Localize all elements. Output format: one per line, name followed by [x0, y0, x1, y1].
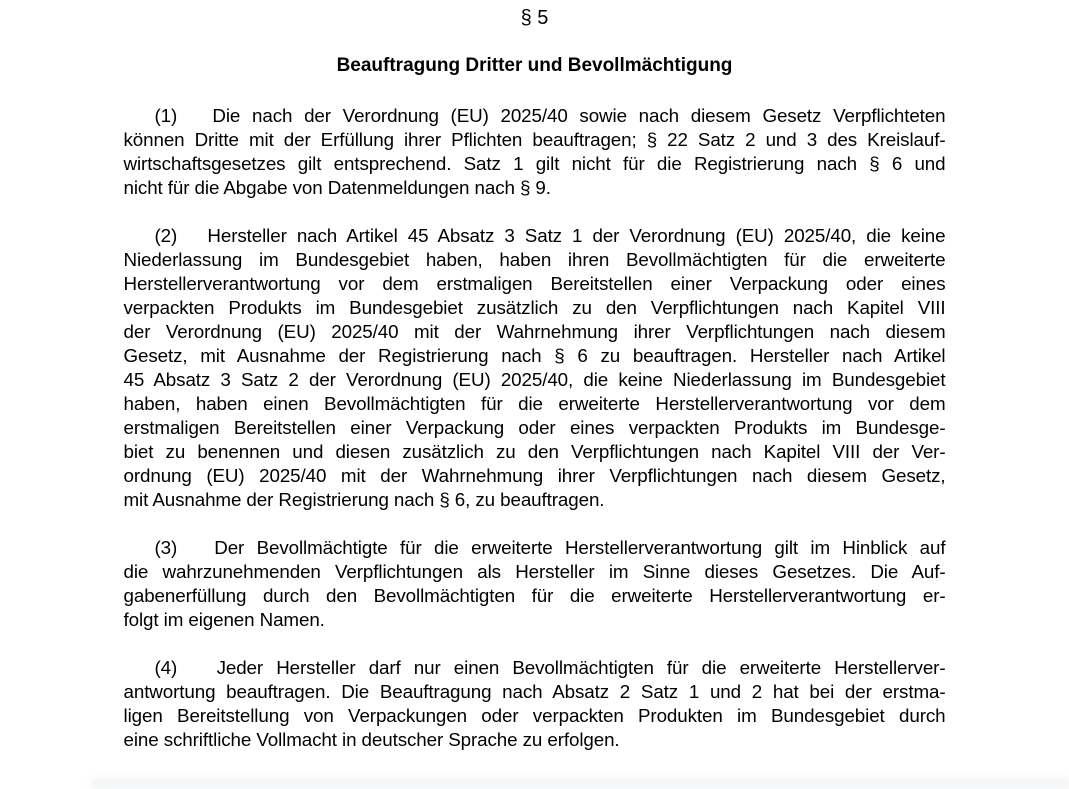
text-line: (1) Die nach der Verordnung (EU) 2025/40 sowie nach diesem Gesetz Verpflichteten — [154, 105, 946, 126]
text-line: mit Ausnahme der Registrierung nach § 6, zu beauftragen. — [123, 489, 605, 510]
text-line: Gesetz, mit Ausnahme der Registrierung nach § 6 zu beauftragen. Hersteller nach Artikel — [123, 345, 946, 366]
page-bottom-scan-artifact — [92, 778, 1069, 789]
text-line: erstmaligen Bereitstellen einer Verpackung oder eines verpackten Produkts im Bundesge- — [123, 417, 946, 438]
text-line: antwortung beauftragen. Die Beauftragung nach Absatz 2 Satz 1 und 2 hat bei der erstma- — [123, 681, 946, 702]
legal-paragraph — [124, 536, 946, 632]
text-line: ordnung (EU) 2025/40 mit der Wahrnehmung ihrer Verpflichtungen nach diesem Gesetz, — [123, 465, 946, 486]
legal-paragraph — [124, 656, 946, 752]
text-line: biet zu benennen und diesen zusätzlich zu den Verpflichtungen nach Kapitel VIII der Ver- — [123, 441, 946, 462]
document-body — [124, 104, 946, 752]
text-line: eine schriftliche Vollmacht in deutscher Sprache zu erfolgen. — [123, 729, 620, 750]
text-line: Herstellerverantwortung vor dem erstmaligen Bereitstellen einer Verpackung oder eines — [123, 273, 946, 294]
text-line: Niederlassung im Bundesgebiet haben, haben ihren Bevollmächtigten für die erweiterte — [123, 249, 946, 270]
text-line: die wahrzunehmenden Verpflichtungen als Hersteller im Sinne dieses Gesetzes. Die Auf- — [123, 561, 946, 582]
section-number: § 5 — [520, 7, 549, 29]
text-line: folgt im eigenen Namen. — [123, 609, 325, 630]
text-line: (2) Hersteller nach Artikel 45 Absatz 3 Satz 1 der Verordnung (EU) 2025/40, die keine — [154, 225, 946, 246]
legal-paragraph — [124, 104, 946, 200]
text-line: nicht für die Abgabe von Datenmeldungen nach § 9. — [123, 177, 551, 198]
legal-paragraph — [124, 224, 946, 512]
section-title: Beauftragung Dritter und Bevollmächtigung — [336, 55, 733, 76]
text-line: können Dritte mit der Erfüllung ihrer Pflichten beauftragen; § 22 Satz 2 und 3 des Kreislauf- — [123, 129, 946, 150]
text-line: gabenerfüllung durch den Bevollmächtigten für die erweiterte Herstellerverantwortung er- — [123, 585, 946, 606]
text-line: wirtschaftsgesetzes gilt entsprechend. Satz 1 gilt nicht für die Registrierung nach § 6 und — [123, 153, 946, 174]
text-line: ligen Bereitstellung von Verpackungen oder verpackten Produkten im Bundesgebiet durch — [123, 705, 946, 726]
text-line: der Verordnung (EU) 2025/40 mit der Wahrnehmung ihrer Verpflichtungen nach diesem — [123, 321, 946, 342]
text-line: haben, haben einen Bevollmächtigten für die erweiterte Herstellerverantwortung vor dem — [123, 393, 946, 414]
text-line: 45 Absatz 3 Satz 2 der Verordnung (EU) 2025/40, die keine Niederlassung im Bundesgebiet — [123, 369, 946, 390]
text-line: (3) Der Bevollmächtigte für die erweiterte Herstellerverantwortung gilt im Hinblick auf — [154, 537, 946, 558]
text-line: (4) Jeder Hersteller darf nur einen Bevollmächtigten für die erweiterte Herstellerver- — [154, 657, 946, 678]
text-line: verpackten Produkts im Bundesgebiet zusätzlich zu den Verpflichtungen nach Kapitel VIII — [123, 297, 946, 318]
